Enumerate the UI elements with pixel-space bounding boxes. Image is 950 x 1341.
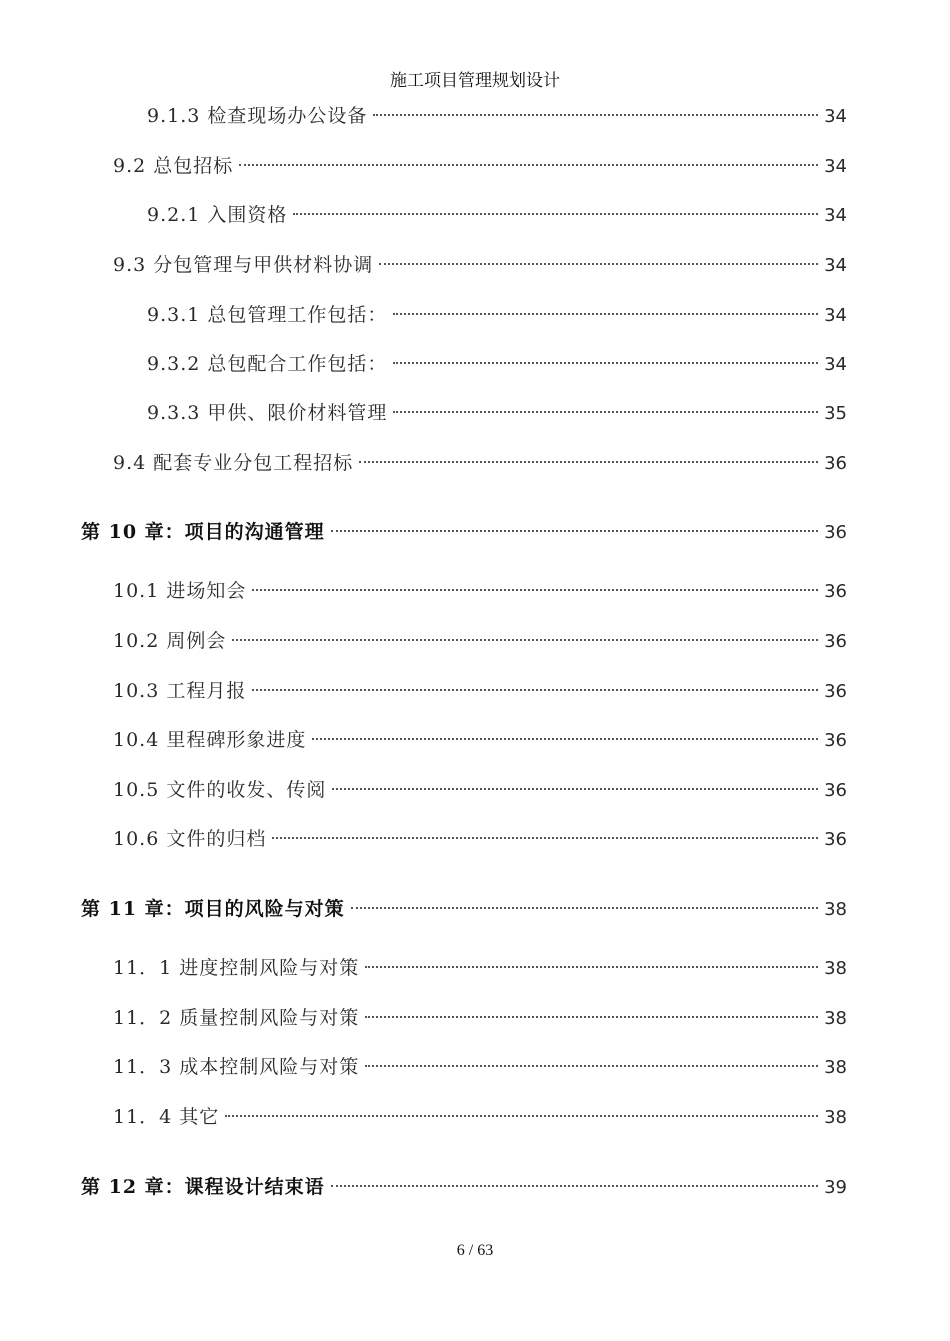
toc-page-number: 36 <box>824 522 847 543</box>
toc-chapter-label: 第 12 章：课程设计结束语 <box>81 1176 325 1198</box>
toc-dot-leader <box>351 907 818 909</box>
toc-page-number: 36 <box>824 631 847 652</box>
toc-page-number: 36 <box>824 581 847 602</box>
toc-dot-leader <box>359 461 818 463</box>
toc-entry-label: 11．3 成本控制风险与对策 <box>113 1056 360 1078</box>
toc-page-number: 34 <box>824 305 847 326</box>
toc-page-number: 35 <box>824 403 847 424</box>
toc-dot-leader <box>331 1185 818 1187</box>
toc-dot-leader <box>232 639 818 641</box>
toc-entry[interactable] <box>113 1004 847 1032</box>
toc-chapter-label: 第 10 章：项目的沟通管理 <box>81 521 325 543</box>
toc-page-number: 36 <box>824 780 847 801</box>
toc-entry[interactable] <box>147 399 847 427</box>
toc-page-number: 38 <box>824 1107 847 1128</box>
toc-entry-label: 9.3 分包管理与甲供材料协调 <box>113 254 374 276</box>
toc-entry[interactable] <box>113 776 847 804</box>
toc-entry[interactable] <box>113 1103 847 1131</box>
toc-entry[interactable] <box>147 201 847 229</box>
toc-chapter-label: 第 11 章：项目的风险与对策 <box>81 898 345 920</box>
page-header-title: 施工项目管理规划设计 <box>390 71 560 91</box>
toc-entry[interactable] <box>113 152 847 180</box>
toc-dot-leader <box>365 1016 818 1018</box>
toc-entry[interactable] <box>113 1053 847 1081</box>
toc-page-number: 38 <box>824 958 847 979</box>
toc-page-number: 34 <box>824 205 847 226</box>
toc-page-number: 34 <box>824 354 847 375</box>
toc-entry[interactable] <box>113 627 847 655</box>
toc-entry-label: 9.3.3 甲供、限价材料管理 <box>147 402 388 424</box>
toc-dot-leader <box>365 966 818 968</box>
toc-page-number: 38 <box>824 1057 847 1078</box>
toc-entry[interactable] <box>113 577 847 605</box>
toc-entry[interactable] <box>113 449 847 477</box>
toc-chapter-entry[interactable] <box>81 1173 847 1201</box>
toc-chapter-entry[interactable] <box>81 895 847 923</box>
toc-dot-leader <box>252 589 818 591</box>
toc-entry-label: 10.1 进场知会 <box>113 580 247 602</box>
toc-entry[interactable] <box>113 251 847 279</box>
toc-entry-label: 9.4 配套专业分包工程招标 <box>113 452 354 474</box>
toc-page-number: 39 <box>824 1177 847 1198</box>
toc-dot-leader <box>225 1115 818 1117</box>
toc-entry-label: 9.3.1 总包管理工作包括： <box>147 304 388 326</box>
page-number-indicator: 6 / 63 <box>456 1242 494 1259</box>
toc-dot-leader <box>393 362 818 364</box>
toc-entry-label: 9.3.2 总包配合工作包括： <box>147 353 388 375</box>
toc-entry[interactable] <box>113 825 847 853</box>
toc-entry[interactable] <box>147 350 847 378</box>
toc-dot-leader <box>331 530 818 532</box>
toc-dot-leader <box>332 788 818 790</box>
toc-page-number: 34 <box>824 156 847 177</box>
toc-entry[interactable] <box>113 726 847 754</box>
toc-dot-leader <box>393 313 818 315</box>
toc-entry-label: 10.2 周例会 <box>113 630 227 652</box>
toc-page-number: 34 <box>824 255 847 276</box>
toc-entry-label: 10.4 里程碑形象进度 <box>113 729 307 751</box>
toc-entry-label: 9.2 总包招标 <box>113 155 234 177</box>
toc-page-number: 38 <box>824 899 847 920</box>
toc-dot-leader <box>312 738 818 740</box>
toc-entry-label: 11．1 进度控制风险与对策 <box>113 957 360 979</box>
toc-entry[interactable] <box>147 301 847 329</box>
toc-dot-leader <box>379 263 818 265</box>
toc-page-number: 36 <box>824 453 847 474</box>
toc-dot-leader <box>393 411 818 413</box>
toc-entry-label: 10.3 工程月报 <box>113 680 247 702</box>
toc-entry-label: 9.2.1 入围资格 <box>147 204 288 226</box>
toc-page-number: 36 <box>824 829 847 850</box>
toc-dot-leader <box>252 689 818 691</box>
toc-entry-label: 9.1.3 检查现场办公设备 <box>147 105 368 127</box>
toc-entry[interactable] <box>147 102 847 130</box>
toc-page-number: 36 <box>824 730 847 751</box>
toc-entry-label: 11．2 质量控制风险与对策 <box>113 1007 360 1029</box>
toc-entry-label: 10.5 文件的收发、传阅 <box>113 779 327 801</box>
toc-entry-label: 11．4 其它 <box>113 1106 220 1128</box>
toc-entry-label: 10.6 文件的归档 <box>113 828 267 850</box>
toc-page-number: 34 <box>824 106 847 127</box>
toc-entry[interactable] <box>113 954 847 982</box>
toc-dot-leader <box>365 1065 818 1067</box>
toc-dot-leader <box>373 114 818 116</box>
toc-dot-leader <box>239 164 818 166</box>
toc-page-number: 36 <box>824 681 847 702</box>
toc-entry[interactable] <box>113 677 847 705</box>
toc-dot-leader <box>293 213 818 215</box>
toc-chapter-entry[interactable] <box>81 518 847 546</box>
toc-page-number: 38 <box>824 1008 847 1029</box>
toc-dot-leader <box>272 837 818 839</box>
